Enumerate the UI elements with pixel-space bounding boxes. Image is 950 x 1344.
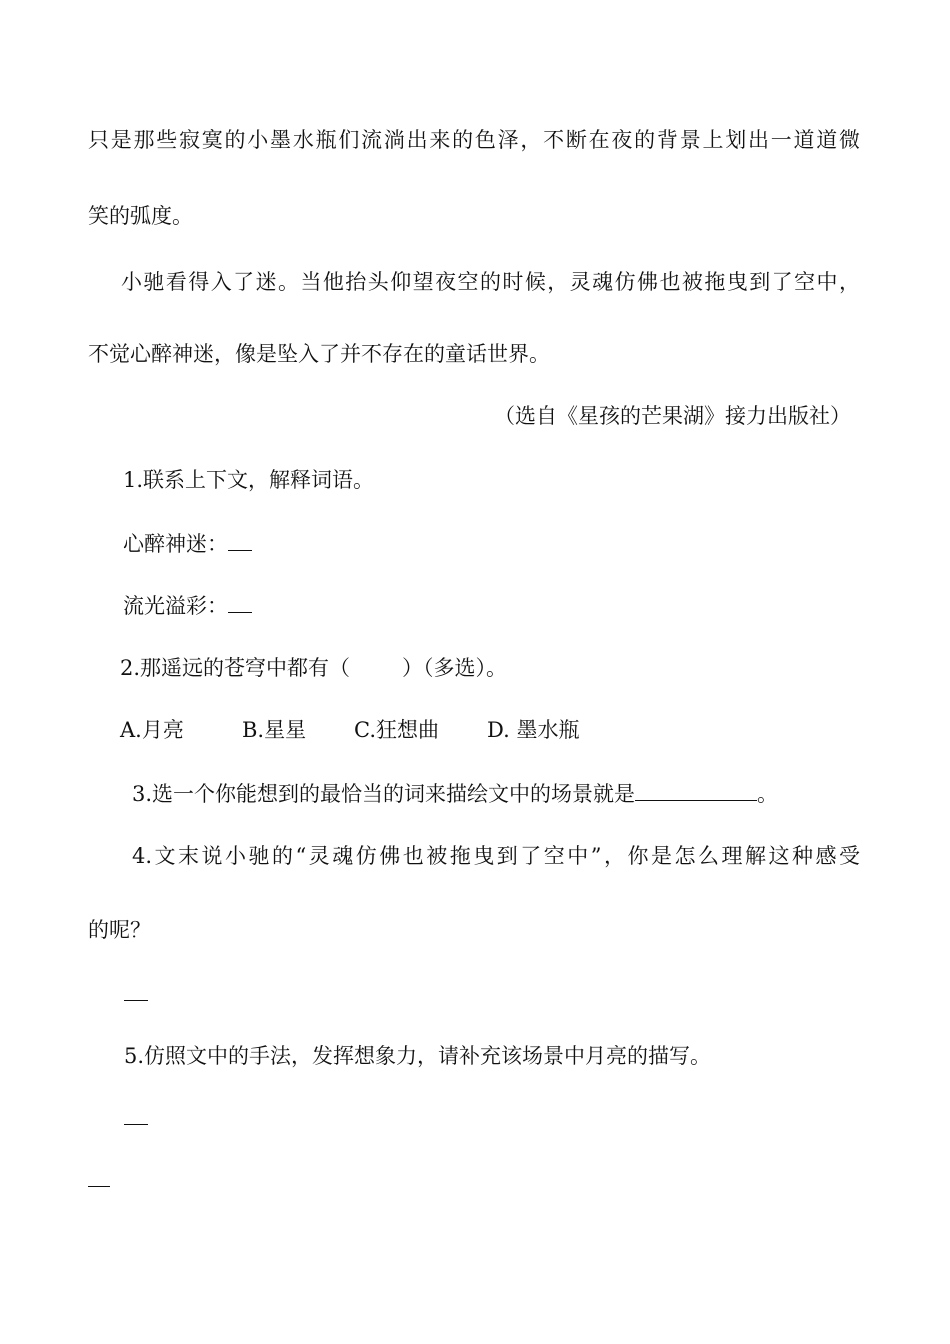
- question-5-prompt: 5.仿照文中的手法，发挥想象力，请补充该场景中月亮的描写。: [124, 1044, 712, 1068]
- term-label-1: 心醉神迷：: [123, 532, 228, 556]
- answer-blank[interactable]: [88, 1186, 110, 1187]
- question-3-end: 。: [757, 782, 779, 806]
- option-a[interactable]: A.月亮: [120, 718, 184, 742]
- question-2-options: [120, 716, 579, 744]
- source-citation: （选自《星孩的芒果湖》接力出版社）: [494, 404, 851, 428]
- question-1-term-1: [123, 530, 252, 558]
- option-d[interactable]: D. 墨水瓶: [487, 718, 580, 742]
- question-2-prompt-b: ）（多选）。: [402, 656, 508, 680]
- question-4-line-1: 4.文末说小驰的“灵魂仿佛也被拖曳到了空中”，你是怎么理解这种感受: [132, 844, 860, 868]
- question-3-text: 3.选一个你能想到的最恰当的词来描绘文中的场景就是: [132, 782, 636, 806]
- question-4-line-2: 的呢？: [88, 918, 151, 942]
- answer-blank[interactable]: [635, 782, 757, 801]
- passage-line-3: 小驰看得入了迷。当他抬头仰望夜空的时候，灵魂仿佛也被拖曳到了空中，: [121, 270, 860, 294]
- term-label-2: 流光溢彩：: [123, 594, 228, 618]
- passage-line-2: 笑的弧度。: [88, 204, 193, 228]
- option-c[interactable]: C.狂想曲: [354, 718, 439, 742]
- question-1-term-2: [123, 592, 252, 620]
- passage-line-4: 不觉心醉神迷，像是坠入了并不存在的童话世界。: [88, 342, 550, 366]
- passage-line-1: 只是那些寂寞的小墨水瓶们流淌出来的色泽，不断在夜的背景上划出一道道微: [88, 128, 860, 152]
- question-1-prompt: 1.联系上下文，解释词语。: [123, 468, 375, 492]
- option-b[interactable]: B.星星: [242, 718, 307, 742]
- answer-blank[interactable]: [124, 1000, 148, 1001]
- question-2-prompt-a: 2.那遥远的苍穹中都有（: [120, 656, 351, 680]
- question-2-prompt: [120, 654, 507, 682]
- answer-blank[interactable]: [228, 594, 252, 613]
- answer-blank[interactable]: [228, 532, 252, 551]
- answer-blank[interactable]: [124, 1124, 148, 1125]
- question-3-prompt: [132, 780, 778, 808]
